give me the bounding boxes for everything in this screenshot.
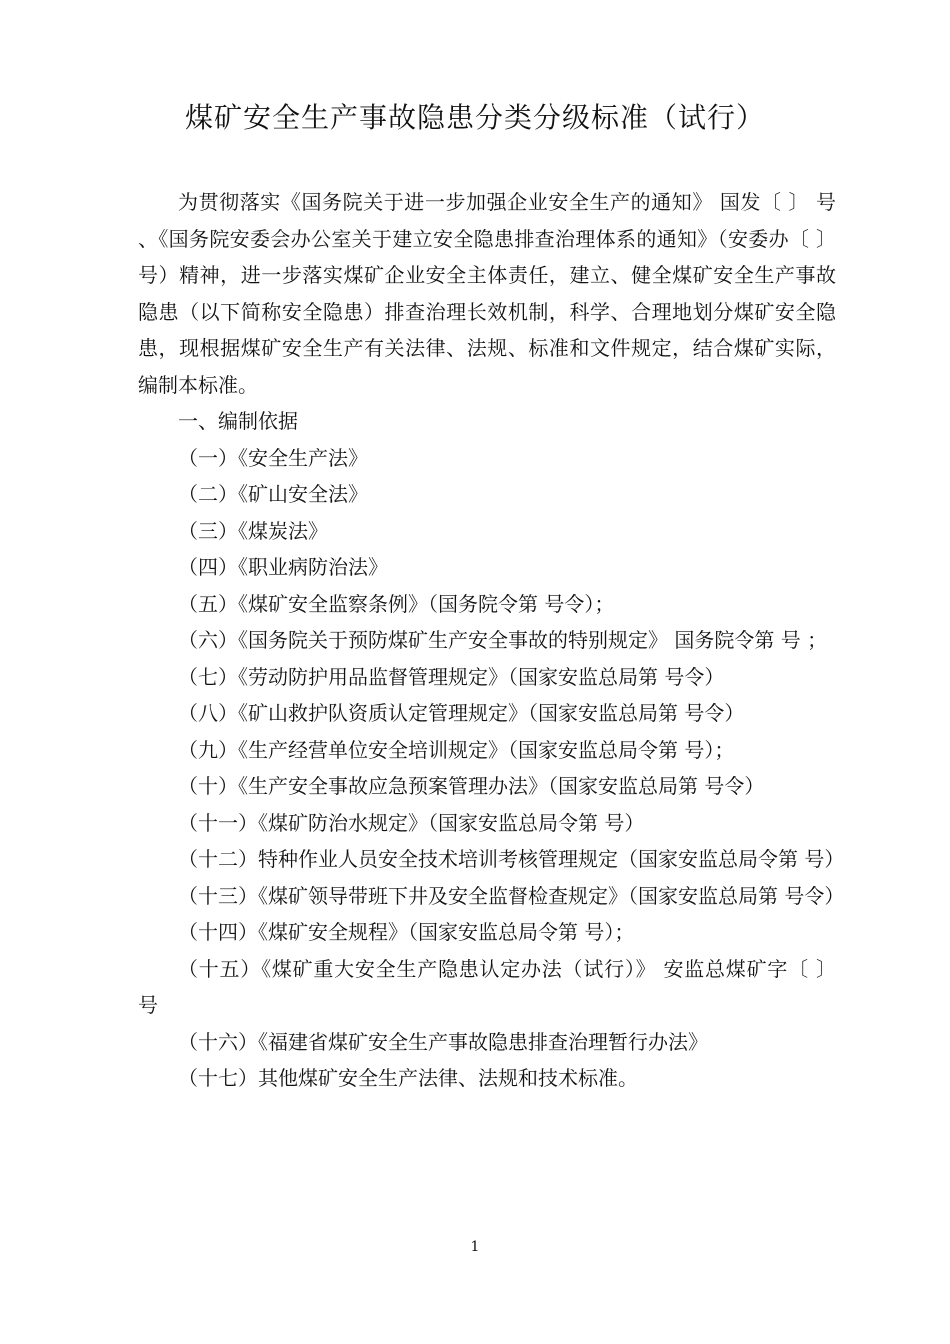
basis-item: （十五）《煤矿重大安全生产隐患认定办法（试行）》 安监总煤矿字〔 〕 号	[138, 956, 836, 1017]
basis-item: （十六）《福建省煤矿安全生产事故隐患排查治理暂行办法》	[178, 1029, 708, 1054]
basis-item: （十四）《煤矿安全规程》（国家安监总局令第 号）；	[178, 920, 635, 944]
page-number: 1	[470, 1239, 480, 1255]
section-heading: 一、编制依据	[178, 409, 298, 433]
basis-item: （八）《矿山救护队资质认定管理规定》（国家安监总局第 号令）	[178, 701, 745, 725]
basis-item: （十七）其他煤矿安全生产法律、法规和技术标准。	[178, 1066, 638, 1090]
basis-item: （三）《煤炭法》	[178, 518, 328, 543]
basis-item: （十一）《煤矿防治水规定》（国家安监总局令第 号）	[178, 810, 645, 835]
basis-item: （一）《安全生产法》	[178, 445, 368, 470]
basis-item: （七）《劳动防护用品监督管理规定》（国家安监总局第 号令）	[178, 664, 725, 689]
basis-item: （十三）《煤矿领导带班下井及安全监督检查规定》（国家安监总局第 号令）	[178, 883, 845, 908]
basis-item: （四）《职业病防治法》	[178, 555, 388, 579]
basis-item: （九）《生产经营单位安全培训规定》（国家安监总局令第 号）；	[178, 737, 735, 762]
basis-item: （五）《煤矿安全监察条例》（国务院令第 号令）；	[178, 591, 615, 616]
document-title: 煤矿安全生产事故隐患分类分级标准（试行）	[184, 101, 765, 134]
basis-item: （十二）特种作业人员安全技术培训考核管理规定（国家安监总局令第 号）	[178, 847, 845, 871]
document-body	[138, 184, 845, 1097]
basis-item: （六）《国务院关于预防煤矿生产安全事故的特别规定》 国务院令第 号 ；	[178, 628, 828, 652]
basis-item: （十）《生产安全事故应急预案管理办法》（国家安监总局第 号令）	[178, 774, 765, 798]
basis-item: （二）《矿山安全法》	[178, 482, 368, 506]
intro-paragraph: 为贯彻落实《国务院关于进一步加强企业安全生产的通知》 国发〔 〕 号 、《国务院安委会办公室关于建立安全隐患排查治理体系的通知》（安委办〔 〕 号）精神，进一步落实煤矿企业安全主体责任，建立、健全煤矿安全生产事故隐患（以下简称安全隐患）排查治理长效机制，科学、合理地划分煤矿安全隐患，现根据煤矿安全生产有关法律、法规、标准和文件规定，结合煤矿实际，编制本标准。	[138, 190, 836, 397]
